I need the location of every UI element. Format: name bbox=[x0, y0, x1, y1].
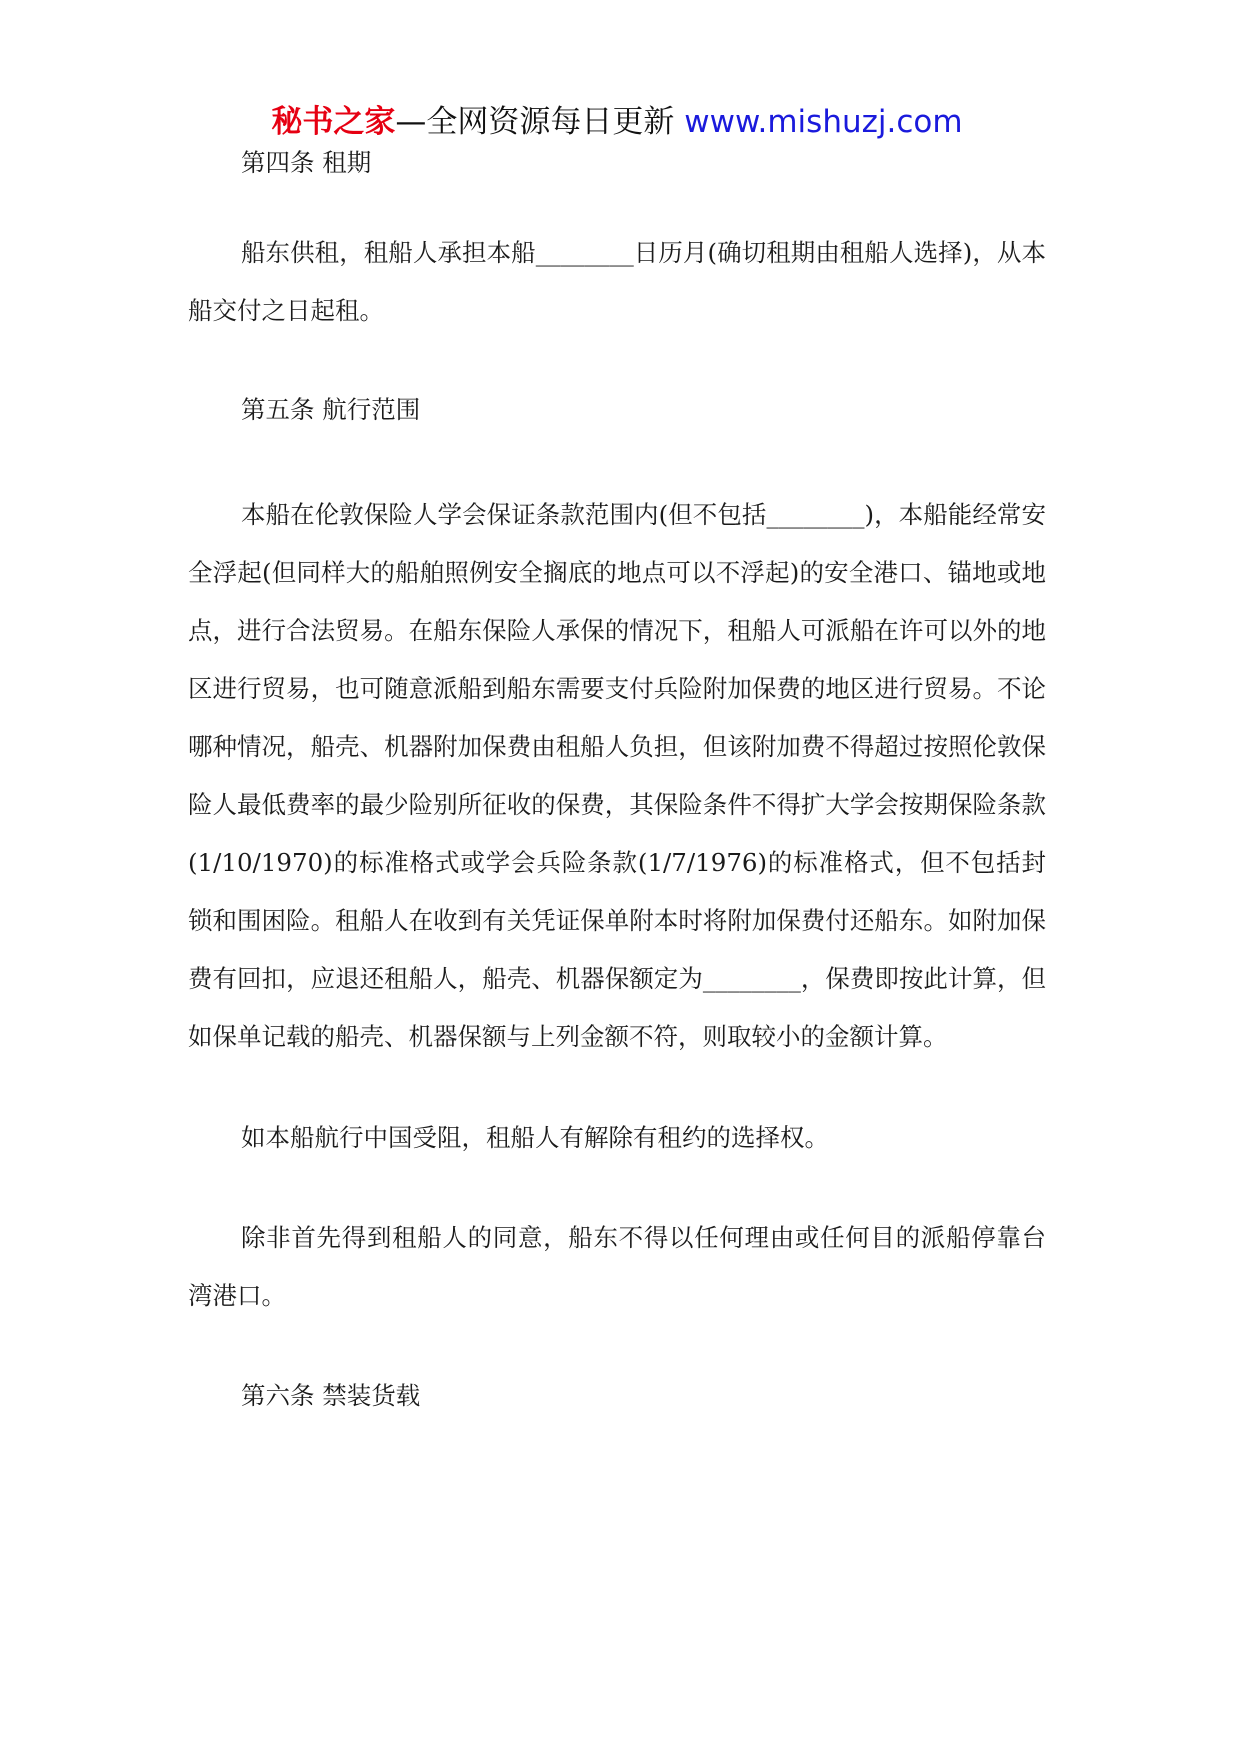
brand-name: 秘书之家 bbox=[271, 104, 396, 140]
article-5-heading: 第五条 航行范围 bbox=[241, 395, 421, 424]
site-url-link[interactable]: www.mishuzj.com bbox=[684, 104, 963, 140]
article-5-paragraph-3: 除非首先得到租船人的同意，船东不得以任何理由或任何目的派船停靠台湾港口。 bbox=[188, 1223, 1046, 1310]
header-tagline: —全网资源每日更新 bbox=[395, 104, 675, 140]
article-5-paragraph-1: 本船在伦敦保险人学会保证条款范围内(但不包括________)，本船能经常安全浮起(但同样大的船舶照例安全搁底的地点可以不浮起)的安全港口、锚地或地点，进行合法贸易。在船东保险人承保的情况下，租船人可派船在许可以外的地区进行贸易，也可随意派船到船东需要支付兵险附加保费的地区进行贸易。不论哪种情况，船壳、机器附加保费由租船人负担，但该附加费不得超过按照伦敦保险人最低费率的最少险别所征收的保费，其保险条件不得扩大学会按期保险条款(1/10/1970)的标准格式或学会兵险条款(1/7/1976)的标准格式，但不包括封锁和围困险。租船人在收到有关凭证保单附本时将附加保费付还船东。如附加保费有回扣，应退还租船人，船壳、机器保额定为________，保费即按此计算，但如保单记载的船壳、机器保额与上列金额不符，则取较小的金额计算。 bbox=[188, 500, 1046, 1051]
article-6-heading: 第六条 禁装货载 bbox=[241, 1381, 421, 1410]
article-4-paragraph: 船东供租，租船人承担本船________日历月(确切租期由租船人选择)，从本船交付之日起租。 bbox=[188, 238, 1046, 325]
article-4-heading: 第四条 租期 bbox=[241, 148, 372, 177]
article-5-paragraph-2: 如本船航行中国受阻，租船人有解除有租约的选择权。 bbox=[241, 1123, 829, 1152]
